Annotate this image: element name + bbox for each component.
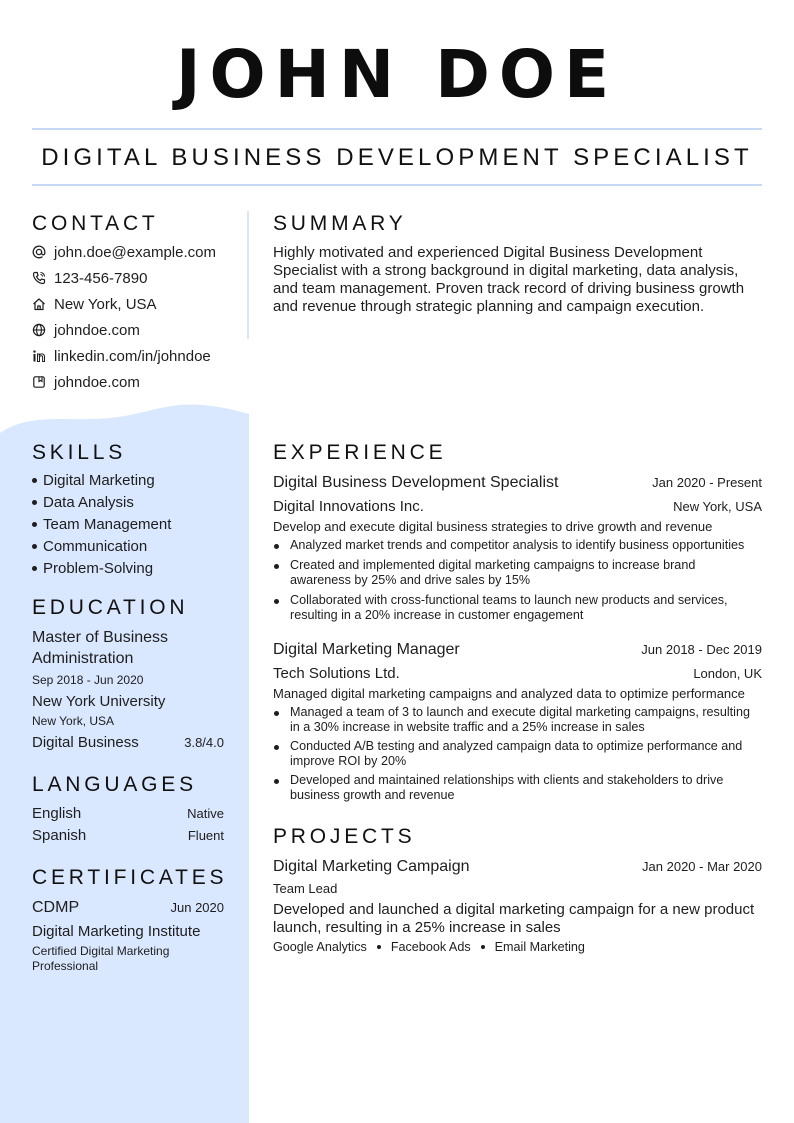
education-field-row xyxy=(32,734,224,751)
column-divider xyxy=(247,211,249,339)
job-description: Managed digital marketing campaigns and analyzed data to optimize performance xyxy=(273,686,745,701)
bullet-icon xyxy=(32,500,37,505)
project-dates: Jan 2020 - Mar 2020 xyxy=(642,859,762,874)
contact-location-text: New York, USA xyxy=(54,295,157,313)
contact-email-text: john.doe@example.com xyxy=(54,243,216,261)
at-icon xyxy=(32,245,46,259)
language-row xyxy=(32,805,224,822)
certificate-row xyxy=(32,899,224,917)
education-degree-cont: Administration xyxy=(32,650,134,667)
candidate-name: JOHN DOE xyxy=(175,36,619,113)
job-bullets xyxy=(273,705,762,803)
skill-item: Team Management xyxy=(32,514,171,536)
job-dates: Jan 2020 - Present xyxy=(652,475,762,490)
skill-item: Communication xyxy=(32,536,147,558)
job-location: London, UK xyxy=(693,666,762,681)
job-bullet: Managed a team of 3 to launch and execute digital marketing campaigns, resulting in a 30% increase in website traffic and a 25% increase in sales xyxy=(273,705,762,735)
job-company-row xyxy=(273,665,762,682)
languages-heading: LANGUAGES xyxy=(32,773,197,796)
contact-phone[interactable] xyxy=(32,267,147,289)
phone-icon xyxy=(32,271,46,285)
home-icon xyxy=(32,297,46,311)
bullet-icon xyxy=(32,478,37,483)
summary-text: Highly motivated and experienced Digital Business Development Specialist with a strong background in digital marketing, data analysis, and team management. Proven track record of driving business growth and revenue through strategic planning and campaign execution. xyxy=(273,244,745,315)
certificate-description-cont: Professional xyxy=(32,959,99,973)
education-degree: Master of Business xyxy=(32,629,169,646)
contact-portfolio[interactable] xyxy=(32,371,140,393)
job-company-row xyxy=(273,498,762,515)
job-bullet: Developed and maintained relationships with clients and stakeholders to drive business growth and revenue xyxy=(273,773,762,803)
job-bullet: Collaborated with cross-functional teams to launch new products and services, resulting in a 20% increase in customer engagement xyxy=(273,593,762,623)
education-gpa: 3.8/4.0 xyxy=(184,735,224,750)
language-level: Native xyxy=(187,806,224,821)
education-field: Digital Business xyxy=(32,734,139,751)
job-title: DIGITAL BUSINESS DEVELOPMENT SPECIALIST xyxy=(41,144,753,171)
education-heading: EDUCATION xyxy=(32,596,189,619)
certificates-heading: CERTIFICATES xyxy=(32,866,228,889)
language-name: Spanish xyxy=(32,827,87,844)
job-company: Digital Innovations Inc. xyxy=(273,498,424,515)
header-divider-top xyxy=(32,128,762,130)
job-title: Digital Business Development Specialist xyxy=(273,474,559,491)
bullet-icon xyxy=(32,544,37,549)
contact-linkedin[interactable] xyxy=(32,345,211,367)
summary-heading: SUMMARY xyxy=(273,212,407,235)
project-tag: Email Marketing xyxy=(494,940,585,954)
contact-phone-text: 123-456-7890 xyxy=(54,269,148,287)
job-bullets xyxy=(273,538,762,623)
contact-heading: CONTACT xyxy=(32,212,159,235)
bullet-icon xyxy=(32,566,37,571)
skill-item: Digital Marketing xyxy=(32,470,155,492)
globe-icon xyxy=(32,323,46,337)
project-tags xyxy=(273,940,585,954)
bullet-icon xyxy=(32,522,37,527)
job-header xyxy=(273,474,762,492)
portfolio-icon xyxy=(32,375,46,389)
contact-portfolio-text: johndoe.com xyxy=(54,373,140,391)
project-title: Digital Marketing Campaign xyxy=(273,858,470,875)
job-dates: Jun 2018 - Dec 2019 xyxy=(641,642,762,657)
project-header xyxy=(273,858,762,876)
skill-item: Problem-Solving xyxy=(32,558,153,580)
certificate-description: Certified Digital Marketing xyxy=(32,944,170,958)
job-bullet: Created and implemented digital marketing campaigns to increase brand awareness by 25% and drive sales by 15% xyxy=(273,558,762,588)
certificate-date: Jun 2020 xyxy=(170,900,224,915)
job-location: New York, USA xyxy=(673,499,762,514)
contact-website[interactable] xyxy=(32,319,140,341)
separator-dot-icon xyxy=(377,945,381,949)
experience-heading: EXPERIENCE xyxy=(273,441,447,464)
certificate-name: CDMP xyxy=(32,899,80,916)
education-location: New York, USA xyxy=(32,714,115,728)
skill-item: Data Analysis xyxy=(32,492,134,514)
skills-heading: SKILLS xyxy=(32,441,127,464)
contact-website-text: johndoe.com xyxy=(54,321,140,339)
job-title: Digital Marketing Manager xyxy=(273,641,460,658)
projects-heading: PROJECTS xyxy=(273,825,416,848)
project-tag: Google Analytics xyxy=(273,940,367,954)
project-tag: Facebook Ads xyxy=(390,940,471,954)
project-role: Team Lead xyxy=(273,881,338,896)
separator-dot-icon xyxy=(481,945,485,949)
contact-email[interactable] xyxy=(32,241,216,263)
language-level: Fluent xyxy=(187,828,224,843)
project-description: Developed and launched a digital marketing campaign for a new product launch, resulting in a 25% increase in sales xyxy=(273,901,755,936)
certificate-issuer: Digital Marketing Institute xyxy=(32,923,201,940)
language-row xyxy=(32,827,224,844)
header-divider-bottom xyxy=(32,184,762,186)
job-company: Tech Solutions Ltd. xyxy=(273,665,400,682)
contact-location xyxy=(32,293,157,315)
job-bullet: Conducted A/B testing and analyzed campaign data to optimize performance and improve ROI by 20% xyxy=(273,739,762,769)
contact-linkedin-text: linkedin.com/in/johndoe xyxy=(54,347,211,365)
job-bullet: Analyzed market trends and competitor analysis to identify business opportunities xyxy=(273,538,762,553)
education-school: New York University xyxy=(32,693,166,710)
linkedin-icon xyxy=(32,349,46,363)
job-description: Develop and execute digital business strategies to drive growth and revenue xyxy=(273,519,713,534)
job-header xyxy=(273,641,762,659)
education-dates: Sep 2018 - Jun 2020 xyxy=(32,673,144,687)
language-name: English xyxy=(32,805,82,822)
